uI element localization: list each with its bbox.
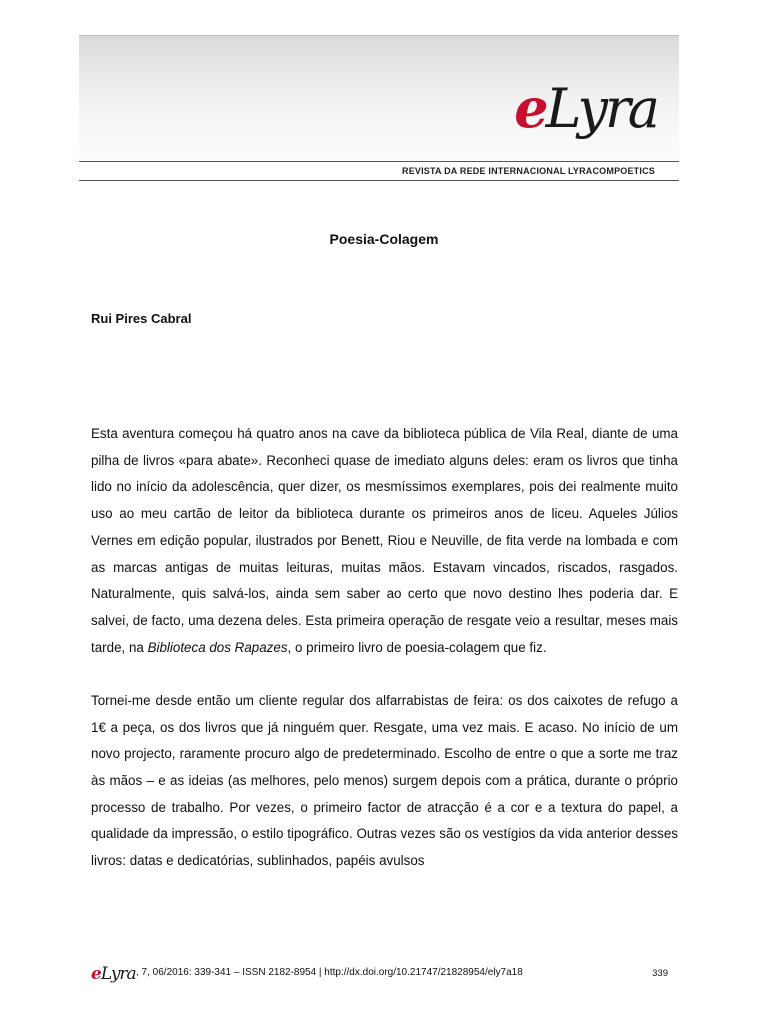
page-number: 339 bbox=[652, 968, 668, 979]
citation: , 7, 06/2016: 339-341 – ISSN 2182-8954 | http://dx.doi.org/10.21747/21828954/ely7a18 bbox=[136, 967, 523, 978]
book-title: Biblioteca dos Rapazes bbox=[147, 639, 288, 655]
elyra-logo: eLyra bbox=[514, 76, 657, 140]
paragraph: Esta aventura começou há quatro anos na cave da biblioteca pública de Vila Real, diante de uma pilha de livros «para abate». Reconheci quase de imediato alguns deles: eram os livros que tinha lido no início da adolescência, quer dizer, os mesmíssimos exemplares, pois dei realmente muito uso ao meu cartão de leitor da biblioteca durante os primeiros anos de liceu. Aqueles Júlios Vernes em edição popular, ilustrados por Benett, Riou e Neuville, de fita verde na lombada e com as marcas antigas de muitas leituras, muitas mãos. Estavam vincados, riscados, rasgados. Naturalmente, quis salvá-los, ainda sem saber ao certo que novo destino lhes poderia dar. E salvei, de facto, uma dezena deles. Esta primeira operação de resgate veio a resultar, meses mais tarde, na Biblioteca dos Rapazes, o primeiro livro de poesia-colagem que fiz. bbox=[91, 426, 678, 655]
article-title: Poesia-Colagem bbox=[329, 231, 439, 247]
article-author: Rui Pires Cabral bbox=[91, 311, 192, 326]
page-footer bbox=[91, 963, 678, 985]
paragraph: Tornei-me desde então um cliente regular dos alfarrabistas de feira: os dos caixotes de refugo a 1€ a peça, os dos livros que já ninguém quer. Resgate, uma vez mais. E acaso. No início de um novo projecto, raramente procuro algo de predeterminado. Escolho de entre o que a sorte me traz às mãos – e as ideias (as melhores, pelo menos) surgem depois com a prática, durante o próprio processo de trabalho. Por vezes, o primeiro factor de atracção é a cor e a textura do papel, a qualidade da impressão, o estilo tipográfico. Outras vezes são os vestígios da vida anterior desses livros: datas e dedicatórias, sublinhados, papéis avulsos bbox=[91, 692, 678, 869]
header-rule bbox=[79, 180, 679, 181]
article-body bbox=[91, 421, 678, 875]
journal-header bbox=[79, 35, 679, 181]
journal-subtitle: REVISTA DA REDE INTERNACIONAL LYRACOMPOETICS bbox=[402, 166, 655, 176]
header-rule bbox=[79, 161, 679, 162]
elyra-footer-logo: eLyra bbox=[91, 964, 136, 984]
